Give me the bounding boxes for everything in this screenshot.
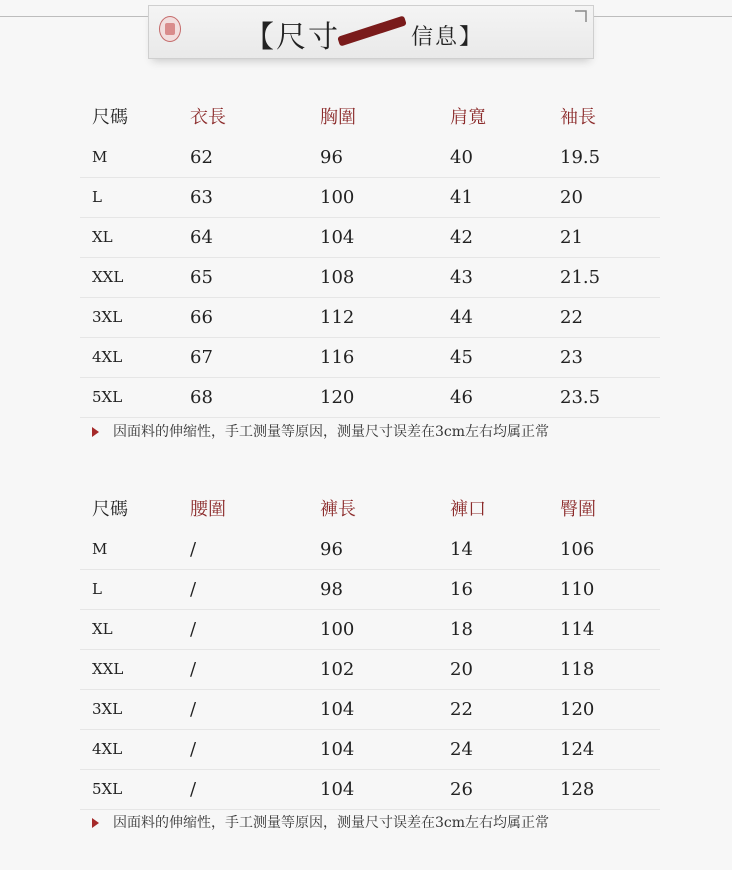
table-cell: 42 xyxy=(450,227,473,248)
table-cell: XXL xyxy=(92,268,124,286)
table-cell: 22 xyxy=(450,699,473,720)
table-row xyxy=(80,530,660,570)
table-cell: / xyxy=(190,539,197,560)
measurement-note xyxy=(92,812,549,832)
table-cell: 106 xyxy=(560,539,595,560)
table-cell: 5XL xyxy=(92,388,123,406)
column-header: 褲口 xyxy=(450,499,486,520)
table-cell: XL xyxy=(92,228,113,246)
table-cell: 63 xyxy=(190,187,213,208)
table-header-row xyxy=(80,98,660,138)
table-cell: 124 xyxy=(560,739,595,760)
table-cell: 96 xyxy=(320,147,343,168)
table-cell: 116 xyxy=(320,347,355,368)
column-header: 肩寬 xyxy=(450,107,486,128)
table-row xyxy=(80,650,660,690)
table-cell: 4XL xyxy=(92,740,123,758)
table-cell: 66 xyxy=(190,307,213,328)
brush-stroke-icon xyxy=(337,15,407,46)
column-header: 腰圍 xyxy=(190,499,226,520)
table-cell: 104 xyxy=(320,227,355,248)
size-table-tops xyxy=(80,98,660,418)
table-cell: 18 xyxy=(450,619,473,640)
table-cell: 114 xyxy=(560,619,595,640)
table-cell: XL xyxy=(92,620,113,638)
table-cell: 43 xyxy=(450,267,473,288)
table-cell: 23.5 xyxy=(560,387,601,408)
title-banner xyxy=(148,5,594,59)
table-cell: 67 xyxy=(190,347,213,368)
note-text: 因面料的伸缩性，手工测量等原因，测量尺寸误差在3cm左右均属正常 xyxy=(113,815,550,831)
table-cell: 100 xyxy=(320,619,355,640)
column-header: 褲長 xyxy=(320,499,356,520)
table-cell: 22 xyxy=(560,307,583,328)
table-cell: 104 xyxy=(320,739,355,760)
triangle-bullet-icon xyxy=(92,427,99,437)
seal-icon xyxy=(159,16,181,42)
table-cell: 112 xyxy=(320,307,355,328)
corner-ornament-icon xyxy=(575,10,587,22)
table-header-row xyxy=(80,490,660,530)
table-cell: 128 xyxy=(560,779,595,800)
table-cell: 46 xyxy=(450,387,473,408)
banner-line-right xyxy=(592,16,732,17)
table-cell: 4XL xyxy=(92,348,123,366)
table-row xyxy=(80,298,660,338)
table-cell: 21 xyxy=(560,227,583,248)
column-header: 袖長 xyxy=(560,107,596,128)
size-table-pants xyxy=(80,490,660,810)
table-cell: M xyxy=(92,148,108,166)
table-cell: 21.5 xyxy=(560,267,601,288)
table-cell: XXL xyxy=(92,660,124,678)
table-cell: 118 xyxy=(560,659,595,680)
banner-line-left xyxy=(0,16,150,17)
table-cell: 120 xyxy=(320,387,355,408)
table-cell: 20 xyxy=(560,187,583,208)
table-cell: / xyxy=(190,699,197,720)
page-subtitle: 信息】 xyxy=(411,25,484,50)
table-row xyxy=(80,258,660,298)
table-cell: M xyxy=(92,540,108,558)
table-cell: 102 xyxy=(320,659,355,680)
table-cell: / xyxy=(190,739,197,760)
column-header: 尺碼 xyxy=(92,499,128,520)
table-cell: 62 xyxy=(190,147,213,168)
table-cell: 41 xyxy=(450,187,473,208)
table-cell: 98 xyxy=(320,579,343,600)
table-cell: 104 xyxy=(320,779,355,800)
table-row xyxy=(80,218,660,258)
measurement-note xyxy=(92,421,549,441)
table-cell: 24 xyxy=(450,739,473,760)
table-cell: 3XL xyxy=(92,700,123,718)
table-cell: / xyxy=(190,619,197,640)
column-header: 衣長 xyxy=(190,107,226,128)
table-cell: 23 xyxy=(560,347,583,368)
table-cell: L xyxy=(92,188,102,206)
table-cell: 14 xyxy=(450,539,473,560)
triangle-bullet-icon xyxy=(92,818,99,828)
table-row xyxy=(80,570,660,610)
table-cell: / xyxy=(190,779,197,800)
table-row xyxy=(80,378,660,418)
table-row xyxy=(80,610,660,650)
table-row xyxy=(80,138,660,178)
table-cell: 45 xyxy=(450,347,473,368)
table-cell: 5XL xyxy=(92,780,123,798)
table-row xyxy=(80,178,660,218)
table-cell: / xyxy=(190,659,197,680)
table-cell: 120 xyxy=(560,699,595,720)
table-cell: 96 xyxy=(320,539,343,560)
table-row xyxy=(80,690,660,730)
table-cell: / xyxy=(190,579,197,600)
note-text: 因面料的伸缩性，手工测量等原因，测量尺寸误差在3cm左右均属正常 xyxy=(113,424,550,440)
column-header: 胸圍 xyxy=(320,107,356,128)
table-cell: 16 xyxy=(450,579,473,600)
table-cell: 68 xyxy=(190,387,213,408)
table-cell: 108 xyxy=(320,267,355,288)
table-cell: 64 xyxy=(190,227,213,248)
table-cell: 110 xyxy=(560,579,595,600)
table-cell: 3XL xyxy=(92,308,123,326)
table-row xyxy=(80,770,660,810)
table-cell: 26 xyxy=(450,779,473,800)
table-cell: 44 xyxy=(450,307,473,328)
table-row xyxy=(80,338,660,378)
table-row xyxy=(80,730,660,770)
table-cell: 20 xyxy=(450,659,473,680)
page-title: 【尺寸 xyxy=(244,20,340,55)
table-cell: L xyxy=(92,580,102,598)
table-cell: 19.5 xyxy=(560,147,601,168)
table-cell: 104 xyxy=(320,699,355,720)
table-cell: 65 xyxy=(190,267,213,288)
table-cell: 100 xyxy=(320,187,355,208)
table-cell: 40 xyxy=(450,147,473,168)
column-header: 尺碼 xyxy=(92,107,128,128)
column-header: 臀圍 xyxy=(560,499,596,520)
